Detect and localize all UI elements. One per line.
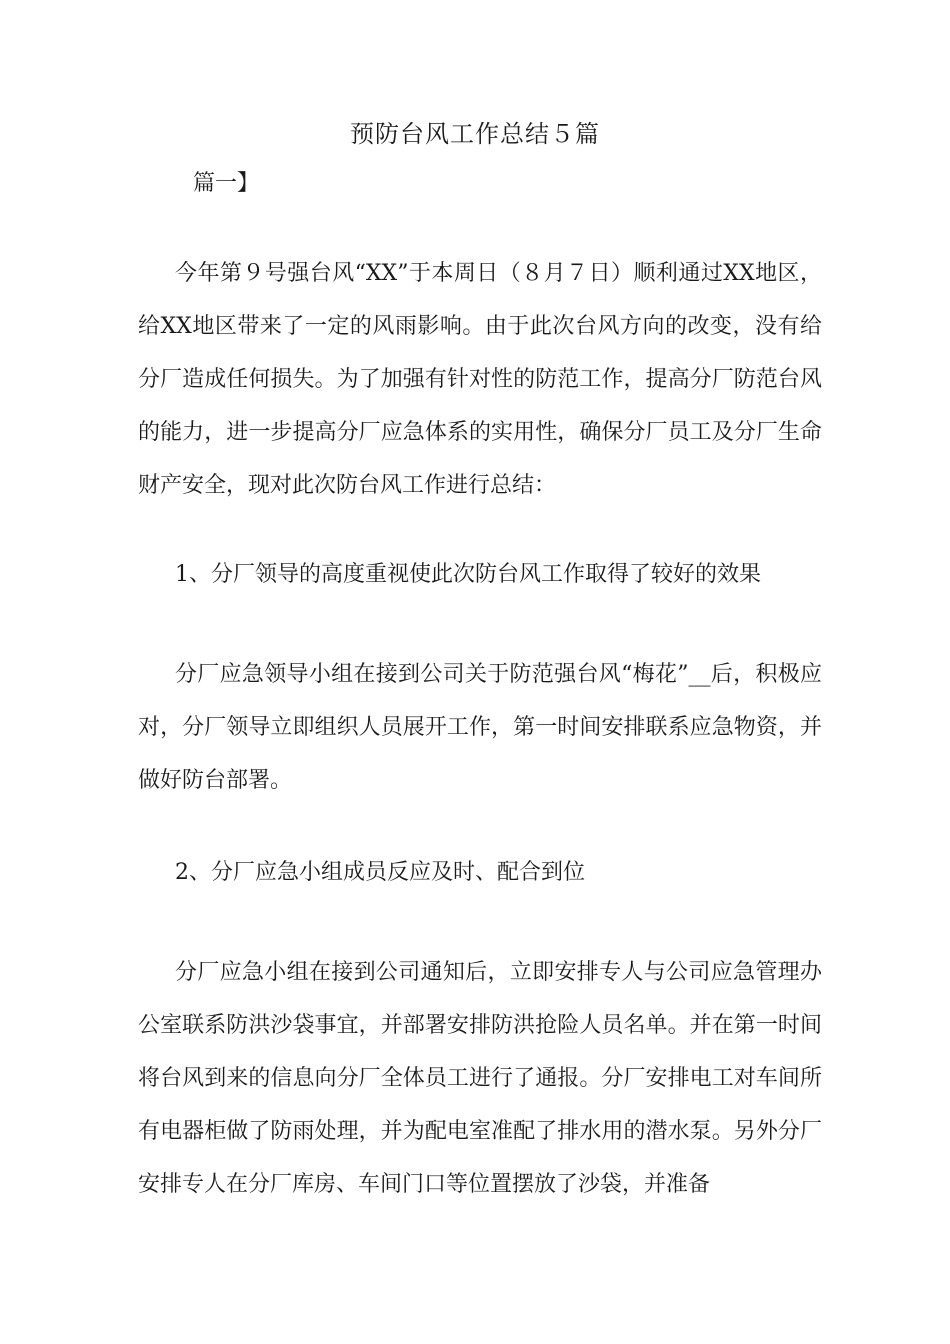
paragraph-section-1: 分厂应急领导小组在接到公司关于防范强台风“梅花”__后，积极应对，分厂领导立即组织人员展开工作，第一时间安排联系应急物资，并做好防台部署。 [138, 662, 822, 793]
paragraph-intro: 今年第９号强台风“XX”于本周日（８月７日）顺利通过XX地区，给XX地区带来了一定的风雨影响。由于此次台风方向的改变，没有给分厂造成任何损失。为了加强有针对性的防范工作，提高分厂防范台风的能力，进一步提高分厂应急体系的实用性，确保分厂员工及分厂生命财产安全，现对此次防台风工作进行总结： [138, 261, 822, 498]
section-heading-1: 1、分厂领导的高度重视使此次防台风工作取得了较好的效果 [175, 562, 761, 587]
document-title: 预防台风工作总结５篇 [350, 120, 600, 148]
paragraph-section-2: 分厂应急小组在接到公司通知后，立即安排专人与公司应急管理办公室联系防洪沙袋事宜，并部署安排防洪抢险人员名单。并在第一时间将台风到来的信息向分厂全体员工进行了通报。分厂安排电工对车间所有电器柜做了防雨处理，并为配电室准配了排水用的潜水泵。另外分厂安排专人在分厂库房、车间门口等位置摆放了沙袋，并准备 [138, 960, 822, 1197]
section-label: 篇一】 [193, 171, 260, 196]
section-heading-2: 2、分厂应急小组成员反应及时、配合到位 [175, 860, 585, 885]
